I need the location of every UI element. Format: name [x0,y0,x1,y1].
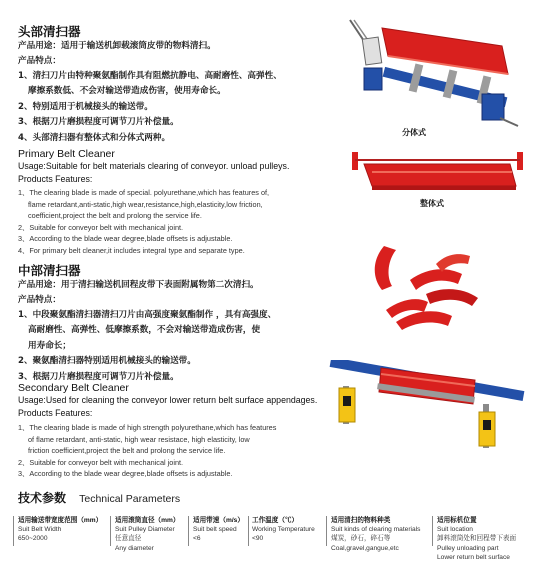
integral-primary-cleaner-image [350,146,525,194]
section2-features-en [18,422,276,480]
section1-features-label-en: Products Features: [18,174,93,184]
param-working-temperature: 工作温度（℃） Working Temperature <90 [252,517,315,543]
feature-line: 3、根据刀片磨损程度可调节刀片补偿量。 [18,117,179,128]
feature-line: 摩擦系数低、不会对输送带造成伤害，使用寿命长。 [28,86,226,97]
section2-usage-en: Usage:Used for cleaning the conveyor lower return belt surface appendages. [18,395,318,405]
params-heading [18,487,180,506]
param-location: 适用标机位置 Suit location 卸料滚筒处和回程带下表面 Pulley unloading part Lower return belt surface [437,517,517,561]
feature-line: 2、特别适用于机械接头的输送带。 [18,101,153,112]
section2-title-en: Secondary Belt Cleaner [18,382,129,394]
param-belt-speed: 适用带速（m/s） Suit belt speed <6 [193,517,244,543]
feature-line-en: 1、The clearing blade is made of high strength polyurethane,which has features [18,423,277,432]
caption-integral-type: 整体式 [420,199,444,208]
feature-line-en: flame retardant,anti-static,high wear,resistance,high,elasticity,low friction, [28,199,263,209]
split-primary-cleaner-image [342,16,522,128]
section1-title-en: Primary Belt Cleaner [18,148,115,160]
feature-line-en: 4、For primary belt cleaner,it includes integral type and separate type. [18,245,245,255]
param-pulley-diameter: 适用滚筒直径（mm） Suit Pulley Diameter 任意直径 Any diameter [115,517,180,552]
feature-line: 3、根据刀片磨损程度可调节刀片补偿量。 [18,371,179,382]
feature-line: 用寿命长； [28,340,71,351]
feature-line-en: coefficient,project the belt and prolong the service life. [28,211,202,221]
section2-features-label-cn: 产品特点： [18,295,61,305]
feature-line-en: 3、According to the blade wear degree,blade offsets is adjustable. [18,469,233,479]
section2-title-cn: 中部清扫器 [18,263,81,278]
feature-line: 4、头部清扫器有整体式和分体式两种。 [18,132,171,143]
feature-line-en: friction coefficient,project the belt and prolong the service life. [28,446,226,456]
feature-line: 1、清扫刀片由特种聚氨酯制作具有阻燃抗静电、高耐磨性、高弹性、 [18,71,282,81]
params-title-en: Technical Parameters [79,493,181,505]
feature-line: 2、聚氨酯清扫器特别适用机械接头的输送带。 [18,356,196,367]
param-belt-width: 适用输送带宽度范围（mm） Suit Belt Width 650~2000 [18,517,103,543]
feature-line-en: 2、Suitable for conveyor belt with mechanical joint. [18,222,184,232]
section1-usage-en: Usage:Suitable for belt materials clearing of conveyor. unload pulleys. [18,161,290,171]
feature-line-en: of flame retardant, anti-static, high wear resistace, high elasticity, low [28,434,250,444]
feature-line-en: 1、The clearing blade is made of special. polyurethane,which has features of, [18,188,270,197]
feature-line-en: 3、According to the blade wear degree,blade offsets is adjustable. [18,234,233,244]
section1-features-en [18,187,269,257]
caption-split-type: 分体式 [402,128,426,137]
secondary-blades-image [366,240,486,332]
section1-features-label-cn: 产品特点： [18,56,61,66]
secondary-cleaner-image [325,360,530,460]
params-title-cn: 技术参数 [18,491,67,505]
params-table [0,516,537,576]
section1-features-cn [18,69,282,146]
feature-line: 高耐磨性、高弹性、低摩擦系数，不会对输送带造成伤害，使 [28,325,261,336]
feature-line-en: 2、Suitable for conveyor belt with mechanical joint. [18,457,184,467]
param-materials: 适用清扫的物料种类 Suit kinds of clearing materials 煤炭，砂石，碎石等 Coal,gravel,gangue,etc [331,517,421,552]
feature-line: 1、中段聚氨酯清扫器清扫刀片由高强度聚氨酯制作 ，具有高强度、 [18,310,277,320]
section1-title-cn: 头部清扫器 [18,24,81,39]
section1-usage-cn: 产品用途：适用于输送机卸载滚筒皮带的物料清扫。 [18,41,216,51]
section2-features-cn [18,308,276,385]
section2-features-label-en: Products Features: [18,408,93,418]
section2-usage-cn: 产品用途：用于清扫输送机回程皮带下表面附属物第二次清扫。 [18,280,259,290]
